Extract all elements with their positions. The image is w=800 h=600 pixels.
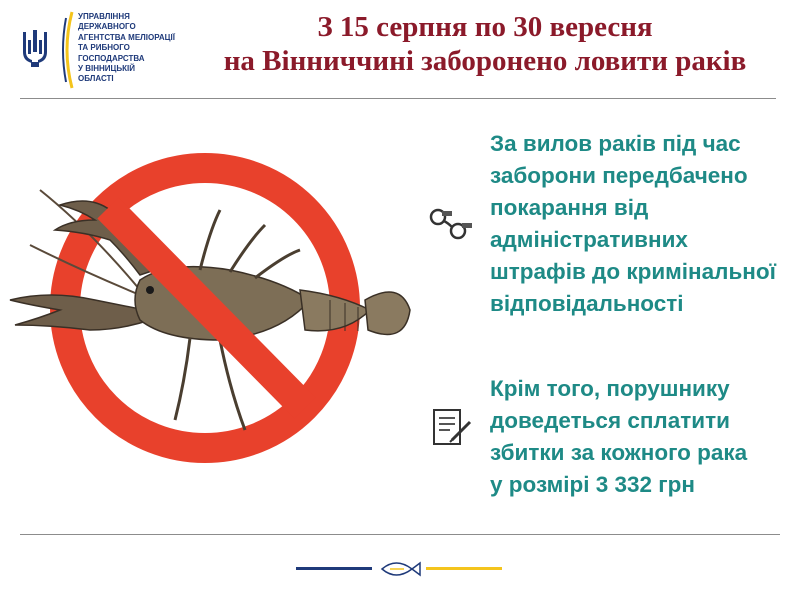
penalty-info-line: За вилов раків під час bbox=[490, 131, 741, 156]
agency-name-line: У ВІННИЦЬКІЙ bbox=[78, 64, 135, 74]
penalty-info-line: адміністративних bbox=[490, 227, 688, 252]
footer-blue-bar bbox=[296, 567, 372, 570]
document-signature-icon bbox=[430, 406, 474, 450]
agency-name-line: АГЕНТСТВА МЕЛІОРАЦІЇ bbox=[78, 32, 175, 42]
agency-logo bbox=[18, 8, 175, 88]
footer-yellow-bar bbox=[426, 567, 502, 570]
title-line-1: З 15 серпня по 30 вересня bbox=[317, 11, 653, 43]
handcuffs-icon bbox=[428, 203, 474, 245]
damages-info-line: доведеться сплатити bbox=[490, 408, 730, 433]
agency-name-line: ДЕРЖАВНОГО bbox=[78, 22, 136, 32]
penalty-info-line: заборони передбачено bbox=[490, 163, 748, 188]
logo-accent-arc bbox=[60, 10, 76, 90]
crayfish-prohibition-illustration bbox=[0, 150, 440, 470]
header-divider bbox=[20, 98, 776, 99]
trident-icon bbox=[22, 28, 48, 68]
agency-name-line: ГОСПОДАРСТВА bbox=[78, 53, 145, 63]
agency-name-line: ОБЛАСТІ bbox=[78, 74, 114, 84]
damages-info-line: у розмірі 3 332 грн bbox=[490, 472, 695, 497]
agency-name-line: ТА РИБНОГО bbox=[78, 43, 130, 53]
damages-info-line: збитки за кожного рака bbox=[490, 440, 748, 465]
damages-info bbox=[490, 373, 790, 501]
fish-icon bbox=[376, 559, 422, 579]
damages-info-line: Крім того, порушнику bbox=[490, 376, 730, 401]
penalty-info bbox=[490, 128, 790, 320]
footer-divider bbox=[20, 534, 780, 535]
title-line-2: на Вінниччині заборонено ловити раків bbox=[223, 45, 747, 77]
page-title bbox=[190, 10, 780, 78]
penalty-info-line: відповідальності bbox=[490, 291, 684, 316]
penalty-info-line: штрафів до кримінальної bbox=[490, 259, 776, 284]
agency-name bbox=[78, 12, 198, 85]
penalty-info-line: покарання від bbox=[490, 195, 649, 220]
agency-name-line: УПРАВЛІННЯ bbox=[78, 12, 130, 21]
